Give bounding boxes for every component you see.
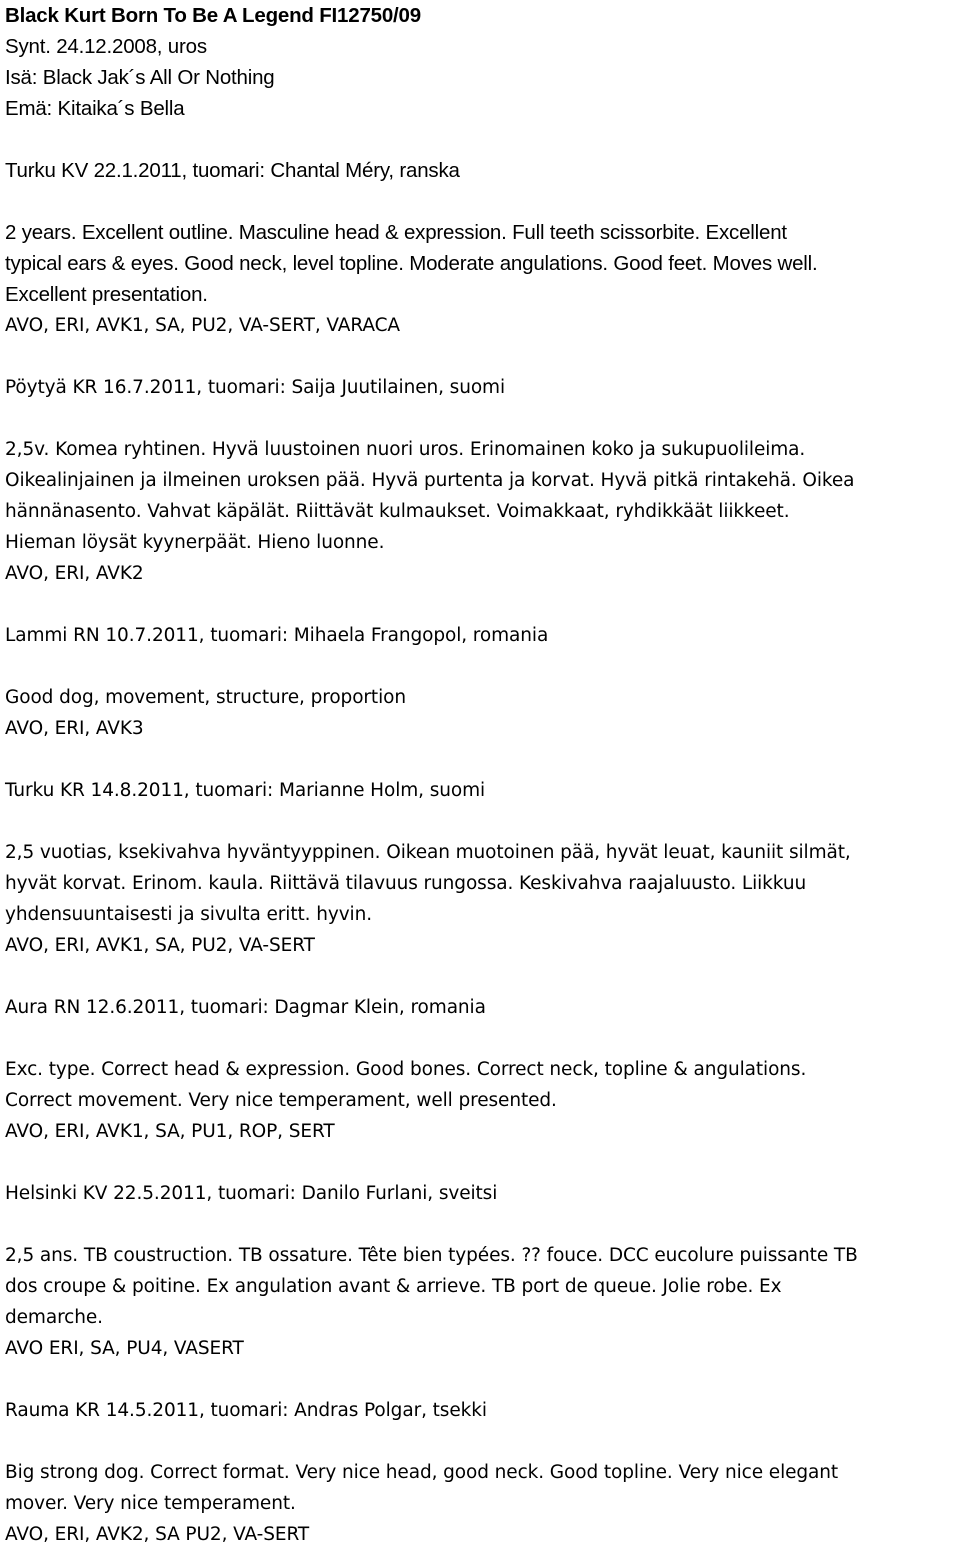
sire-line: Isä: Black Jak´s All Or Nothing: [5, 66, 275, 89]
blank-line: [5, 124, 954, 155]
blank-line: [5, 961, 954, 992]
critique-line: yhdensuuntaisesti ja sivulta eritt. hyvin.: [5, 904, 372, 925]
show-entry-poytya-kr: [5, 372, 954, 620]
blank-line: [5, 589, 954, 620]
result-line: AVO, ERI, AVK1, SA, PU2, VA-SERT, VARACA: [5, 315, 400, 336]
birth-line: Synt. 24.12.2008, uros: [5, 35, 207, 58]
critique-line: Exc. type. Correct head & expression. Good bones. Correct neck, topline & angulations.: [5, 1059, 807, 1080]
show-heading: Turku KV 22.1.2011, tuomari: Chantal Méry, ranska: [5, 159, 460, 182]
critique-line: Good dog, movement, structure, proportion: [5, 687, 406, 708]
show-heading: Pöytyä KR 16.7.2011, tuomari: Saija Juutilainen, suomi: [5, 377, 506, 398]
result-line: AVO, ERI, AVK2: [5, 563, 144, 584]
critique-line: demarche.: [5, 1307, 103, 1328]
blank-line: [5, 651, 954, 682]
critique-line: Oikealinjainen ja ilmeinen uroksen pää. Hyvä purtenta ja korvat. Hyvä pitkä rintakehä. Oikea: [5, 470, 855, 491]
show-entry-helsinki-kv: [5, 1178, 954, 1395]
dog-title: Black Kurt Born To Be A Legend FI12750/09: [5, 4, 421, 27]
show-heading: Helsinki KV 22.5.2011, tuomari: Danilo Furlani, sveitsi: [5, 1183, 498, 1204]
critique-line: typical ears & eyes. Good neck, level topline. Moderate angulations. Good feet. Moves well.: [5, 252, 818, 275]
show-entry-rauma-kr: [5, 1395, 954, 1550]
blank-line: [5, 186, 954, 217]
blank-line: [5, 1147, 954, 1178]
show-entry-aura-rn: [5, 992, 954, 1178]
show-entry-lammi-rn: [5, 620, 954, 775]
result-line: AVO, ERI, AVK3: [5, 718, 144, 739]
critique-line: Big strong dog. Correct format. Very nice head, good neck. Good topline. Very nice elegant: [5, 1462, 839, 1483]
blank-line: [5, 1209, 954, 1240]
show-heading: Aura RN 12.6.2011, tuomari: Dagmar Klein, romania: [5, 997, 486, 1018]
critique-line: hyvät korvat. Erinom. kaula. Riittävä tilavuus rungossa. Keskivahva raajaluusto. Liikkuu: [5, 873, 807, 894]
critique-line: 2 years. Excellent outline. Masculine head & expression. Full teeth scissorbite. Excellent: [5, 221, 787, 244]
critique-line: Correct movement. Very nice temperament, well presented.: [5, 1090, 557, 1111]
blank-line: [5, 806, 954, 837]
critique-line: 2,5 vuotias, ksekivahva hyväntyyppinen. Oikean muotoinen pää, hyvät leuat, kauniit silmät,: [5, 842, 851, 863]
critique-line: 2,5 ans. TB coustruction. TB ossature. Tête bien typées. ?? fouce. DCC eucolure puissante TB: [5, 1245, 858, 1266]
critique-line: mover. Very nice temperament.: [5, 1493, 296, 1514]
result-line: AVO ERI, SA, PU4, VASERT: [5, 1338, 244, 1359]
critique-line: dos croupe & poitine. Ex angulation avant & arrieve. TB port de queue. Jolie robe. Ex: [5, 1276, 782, 1297]
blank-line: [5, 341, 954, 372]
dam-line: Emä: Kitaika´s Bella: [5, 97, 185, 120]
show-entry-turku-kv: [5, 155, 954, 372]
show-heading: Lammi RN 10.7.2011, tuomari: Mihaela Frangopol, romania: [5, 625, 549, 646]
dog-header: [5, 0, 954, 155]
critique-line: Excellent presentation.: [5, 283, 208, 306]
critique-line: Hieman löysät kyynerpäät. Hieno luonne.: [5, 532, 385, 553]
critique-line: 2,5v. Komea ryhtinen. Hyvä luustoinen nuori uros. Erinomainen koko ja sukupuolileima.: [5, 439, 806, 460]
blank-line: [5, 1023, 954, 1054]
result-line: AVO, ERI, AVK2, SA PU2, VA-SERT: [5, 1524, 310, 1545]
show-heading: Turku KR 14.8.2011, tuomari: Marianne Holm, suomi: [5, 780, 486, 801]
blank-line: [5, 1364, 954, 1395]
blank-line: [5, 1426, 954, 1457]
critique-line: hännänasento. Vahvat käpälät. Riittävät kulmaukset. Voimakkaat, ryhdikkäät liikkeet.: [5, 501, 790, 522]
result-line: AVO, ERI, AVK1, SA, PU2, VA-SERT: [5, 935, 315, 956]
show-heading: Rauma KR 14.5.2011, tuomari: Andras Polgar, tsekki: [5, 1400, 487, 1421]
show-entry-turku-kr: [5, 775, 954, 992]
blank-line: [5, 403, 954, 434]
blank-line: [5, 744, 954, 775]
result-line: AVO, ERI, AVK1, SA, PU1, ROP, SERT: [5, 1121, 335, 1142]
